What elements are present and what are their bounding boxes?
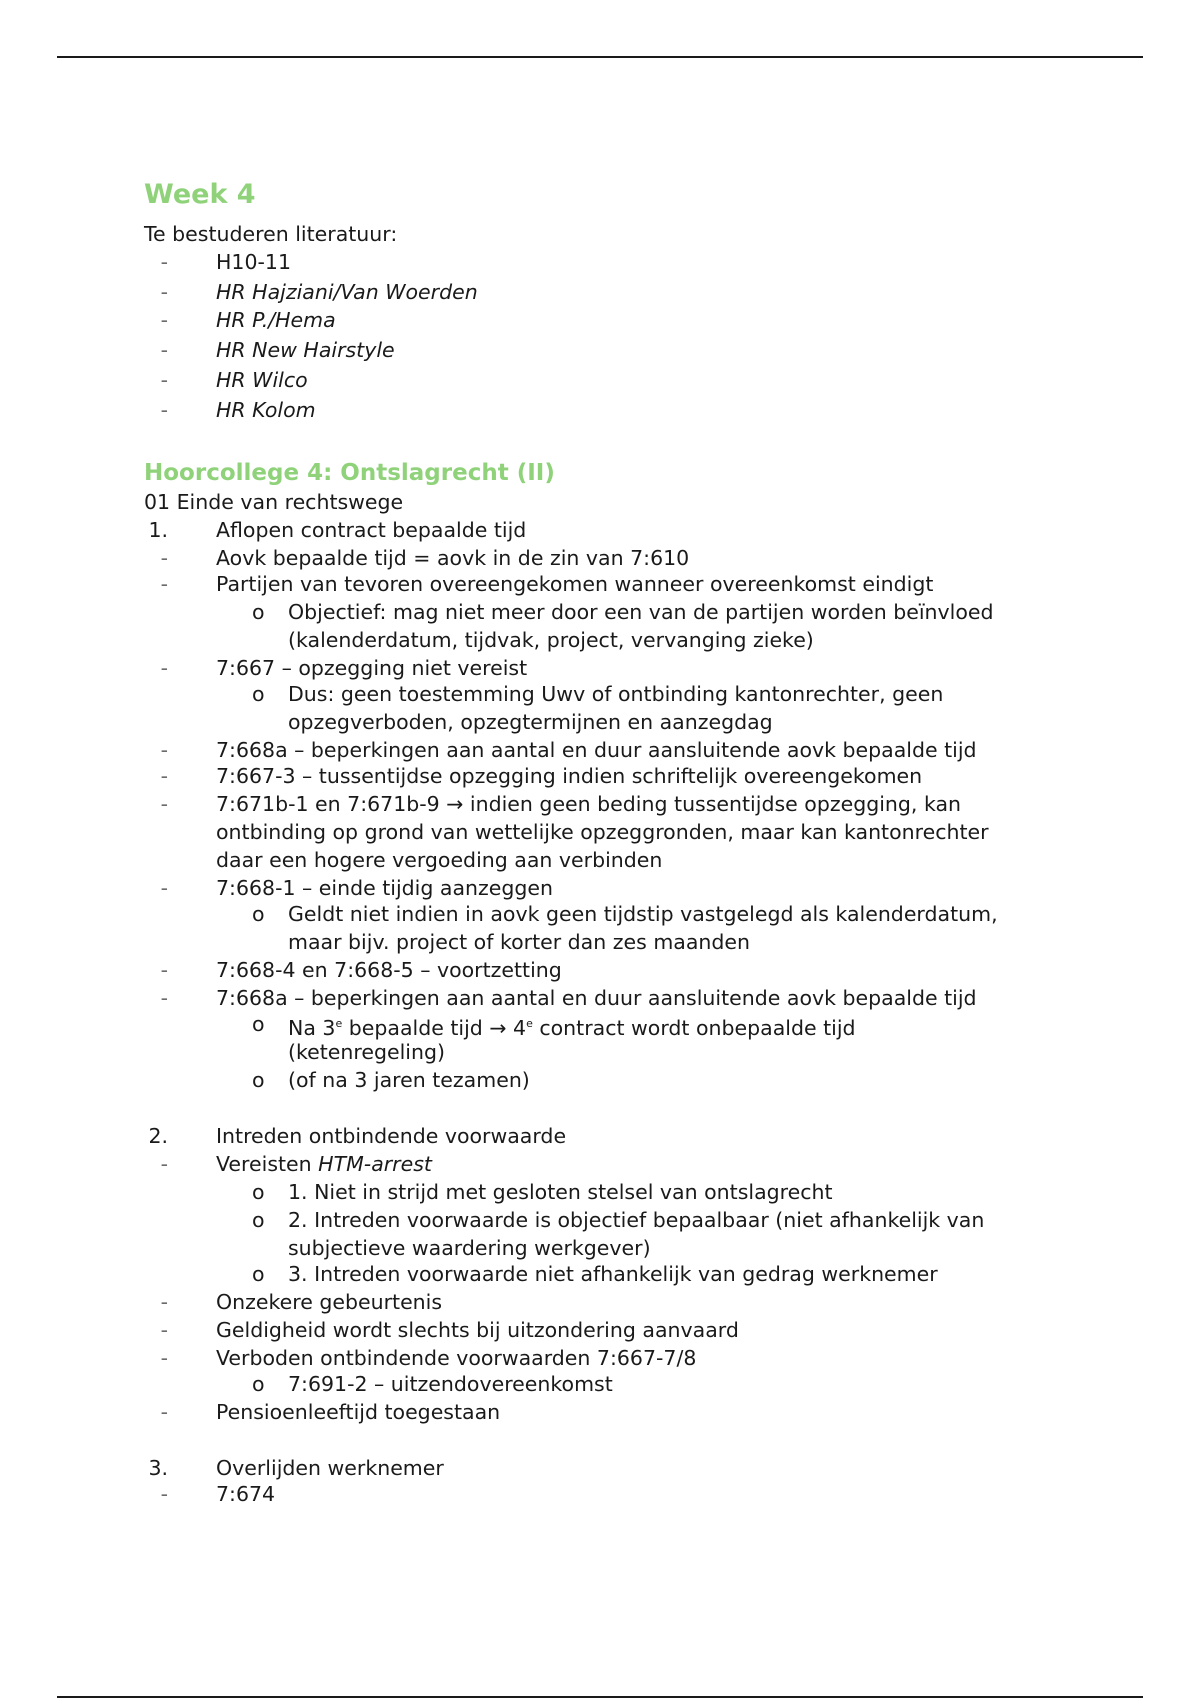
bottom-rule [57,1696,1143,1698]
top-rule [57,56,1143,58]
page-title: Week 4 [144,179,256,210]
section-title: Hoorcollege 4: Ontslagrecht (II) [144,460,555,486]
